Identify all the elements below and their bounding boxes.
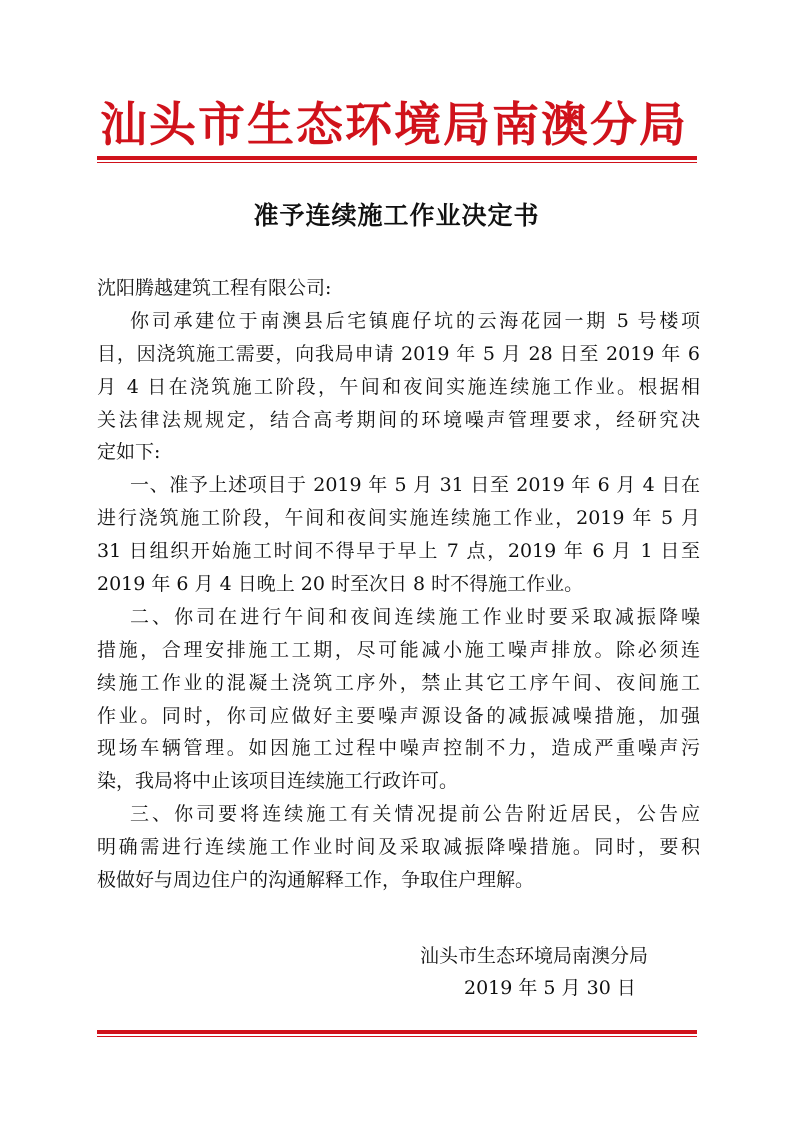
paragraph xyxy=(97,601,700,798)
document-title: 准予连续施工作业决定书 xyxy=(253,201,540,230)
paragraph-line: 续施工作业的混凝土浇筑工序外，禁止其它工序午间、夜间施工 xyxy=(97,671,700,694)
header-divider xyxy=(97,156,697,163)
paragraph-line: 月 4 日在浇筑施工阶段，午间和夜间实施连续施工作业。根据相 xyxy=(97,375,700,398)
paragraph xyxy=(97,798,700,897)
signature-block xyxy=(420,940,648,1004)
paragraph-line: 2019 年 6 月 4 日晚上 20 时至次日 8 时不得施工作业。 xyxy=(97,573,584,596)
paragraph-line: 作业。同时，你司应做好主要噪声源设备的减振减噪措施，加强 xyxy=(97,704,700,727)
paragraph xyxy=(97,305,700,469)
paragraph-line: 二、你司在进行午间和夜间连续施工作业时要采取减振降噪 xyxy=(130,605,700,628)
paragraph-line: 措施，合理安排施工工期，尽可能减小施工噪声排放。除必须连 xyxy=(97,638,700,661)
paragraph-line: 染，我局将中止该项目连续施工行政许可。 xyxy=(97,770,459,793)
paragraph-line: 明确需进行连续施工作业时间及采取减振降噪措施。同时，要积 xyxy=(97,836,700,859)
signature-date: 2019 年 5 月 30 日 xyxy=(464,977,636,999)
document-body xyxy=(97,272,700,897)
paragraph-line: 定如下: xyxy=(97,441,161,464)
paragraph-line: 进行浇筑施工阶段，午间和夜间实施连续施工作业，2019 年 5 月 xyxy=(97,507,700,530)
issuing-organization-header: 汕头市生态环境局南澳分局 xyxy=(100,98,688,153)
paragraph-line: 目，因浇筑施工需要，向我局申请 2019 年 5 月 28 日至 2019 年 6 xyxy=(97,342,700,365)
paragraph-line: 你司承建位于南澳县后宅镇鹿仔坑的云海花园一期 5 号楼项 xyxy=(130,309,700,332)
paragraph-line: 三、你司要将连续施工有关情况提前公告附近居民，公告应 xyxy=(130,803,700,826)
paragraph-line: 31 日组织开始施工时间不得早于早上 7 点，2019 年 6 月 1 日至 xyxy=(97,540,700,563)
addressee: 沈阳腾越建筑工程有限公司: xyxy=(97,277,332,299)
paragraph-line: 极做好与周边住户的沟通解释工作，争取住户理解。 xyxy=(97,869,535,892)
paragraph-line: 关法律法规规定，结合高考期间的环境噪声管理要求，经研究决 xyxy=(97,408,700,431)
signature-organization: 汕头市生态环境局南澳分局 xyxy=(420,945,649,967)
footer-divider xyxy=(97,1030,697,1037)
paragraph-line: 一、准予上述项目于 2019 年 5 月 31 日至 2019 年 6 月 4 日在 xyxy=(130,474,700,497)
paragraph-line: 现场车辆管理。如因施工过程中噪声控制不力，造成严重噪声污 xyxy=(97,737,700,760)
paragraph xyxy=(97,469,700,601)
